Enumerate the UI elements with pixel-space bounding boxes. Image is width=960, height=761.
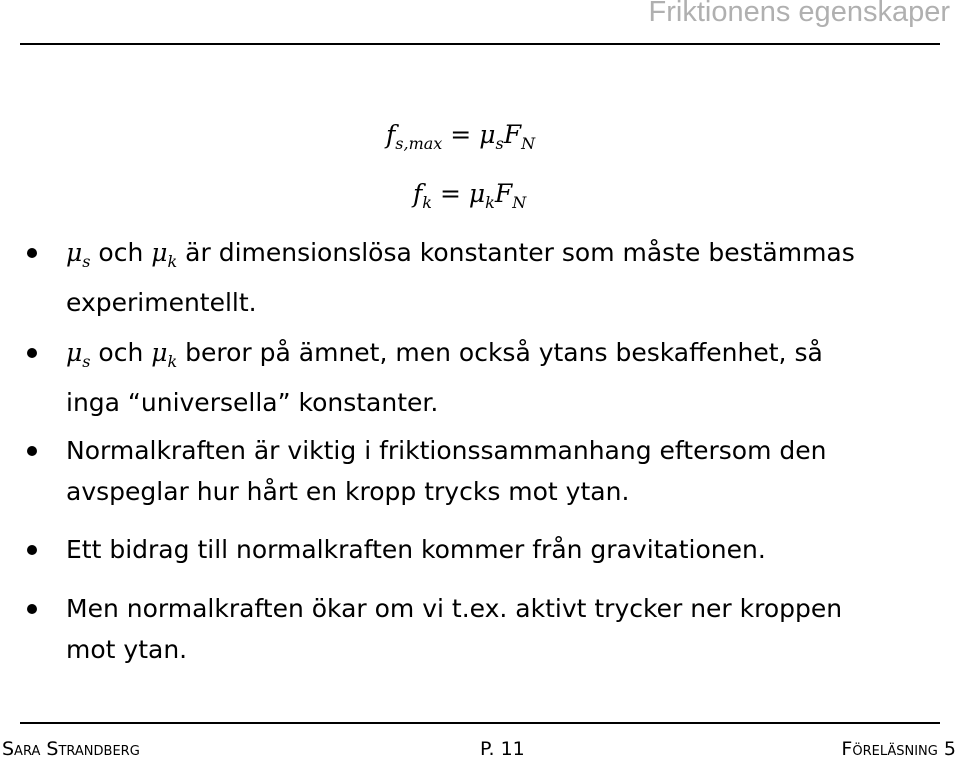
bullet-text: Ett bidrag till normalkraften kommer från gravitationen. [66,535,766,564]
equation-kinetic-friction [413,179,526,212]
bullet-dot [27,248,37,258]
eq1-mu: μ [479,120,496,149]
mu-symbol: μ [151,238,168,267]
bullet-text: och [90,338,152,367]
bullet-text: och [90,238,152,267]
eq2-F: F [494,179,513,208]
bullet-dot [27,604,37,614]
eq1-lhs: f [386,120,396,149]
eq2-mu-sub: k [485,193,495,212]
bullet-text: inga “universella” konstanter. [66,388,439,417]
mu-sub: s [82,252,91,271]
bullet-dot [27,446,37,456]
eq1-lhs-sub: s,max [395,134,443,153]
bullet-item-5 [66,588,936,670]
bullet-dot [27,348,37,358]
mu-sub: k [167,252,178,271]
bullet-item-3 [66,430,936,512]
bullet-text: Men normalkraften ökar om vi t.ex. aktivt trycker ner kroppen [66,594,843,623]
footer-divider [20,722,940,724]
eq1-mu-sub: s [495,134,504,153]
bullet-item-2 [66,332,936,423]
eq1-op: = [450,120,472,149]
eq2-lhs: f [413,179,423,208]
equation-static-friction [386,120,535,153]
footer-author: Sara Strandberg [2,738,140,760]
header-divider [20,43,940,45]
bullet-text: mot ytan. [66,635,188,664]
eq1-F-sub: N [521,134,536,153]
mu-symbol: μ [151,338,168,367]
bullet-item-4 [66,529,936,570]
eq2-F-sub: N [512,193,527,212]
mu-sub: k [167,352,178,371]
mu-symbol: μ [66,238,83,267]
mu-sub: s [82,352,91,371]
bullet-text: är dimensionslösa konstanter som måste bestämmas [177,238,855,267]
eq2-lhs-sub: k [422,193,432,212]
mu-symbol: μ [66,338,83,367]
bullet-text: experimentellt. [66,288,257,317]
footer-lecture: Föreläsning 5 [841,738,956,760]
bullet-text: Normalkraften är viktig i friktionssammanhang eftersom den [66,436,827,465]
eq1-F: F [503,120,522,149]
footer-page-number: P. 11 [480,738,525,760]
bullet-text: avspeglar hur hårt en kropp trycks mot ytan. [66,477,630,506]
bullet-item-1 [66,232,936,323]
bullet-text: beror på ämnet, men också ytans beskaffenhet, så [177,338,823,367]
eq2-mu: μ [468,179,486,208]
bullet-dot [27,545,37,555]
page-title: Friktionens egenskaper [648,0,950,28]
eq2-op: = [439,179,461,208]
